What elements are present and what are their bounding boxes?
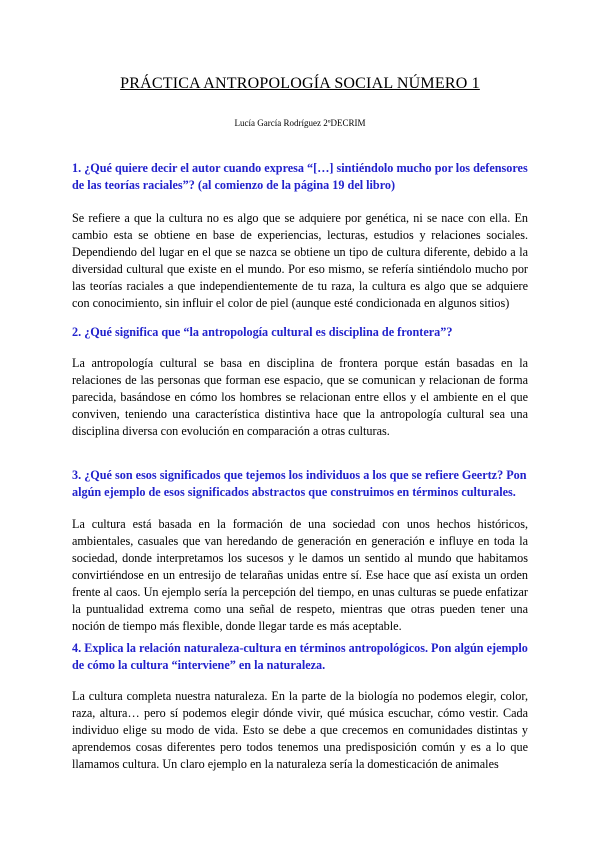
question-2: 2. ¿Qué significa que “la antropología cultural es disciplina de frontera”? bbox=[72, 325, 453, 339]
answer-3: La cultura está basada en la formación de una sociedad con unos hechos históricos, ambientales, casuales que van heredando de generación en generación e influye en toda la sociedad, donde interpretamos los sucesos y le damos un sentido al mundo que habitamos convirtiéndose en un entresijo de telarañas unidas entre sí. Ese hace que así exista un orden frente al caos. Un ejemplo sería la percepción del tiempo, en unas culturas se puede enfatizar la puntualidad extrema como una señal de respeto, mientras que otras pueden tener una noción de tiempo más flexible, donde llegar tarde es más aceptable. bbox=[72, 517, 528, 633]
author-line: Lucía García Rodríguez 2ºDECRIM bbox=[234, 118, 366, 128]
answer-4: La cultura completa nuestra naturaleza. En la parte de la biología no podemos elegir, color, raza, altura… pero sí podemos elegir dónde vivir, qué música escuchar, cómo vestir. Cada individuo elige su modo de vida. Esto se debe a que crecemos en comunidades distintas y aprendemos cosas diferentes pero todos tenemos una predisposición común y es a lo que llamamos cultura. Un claro ejemplo en la naturaleza sería la domesticación de animales bbox=[72, 689, 528, 771]
question-4: 4. Explica la relación naturaleza-cultura en términos antropológicos. Pon algún ejemplo de cómo la cultura “interviene” en la naturaleza. bbox=[72, 641, 528, 672]
page-title: PRÁCTICA ANTROPOLOGÍA SOCIAL NÚMERO 1 bbox=[120, 75, 480, 92]
answer-1: Se refiere a que la cultura no es algo que se adquiere por genética, ni se nace con ella. En cambio esta se obtiene en base de experiencias, lecturas, estudios y relaciones sociales. Dependiendo del lugar en el que se nazca se obtiene un tipo de cultura diferente, debido a la diversidad cultural que existe en el mundo. Por eso mismo, se refería sintiéndolo mucho por las teorías raciales a que independientemente de tu raza, la cultura es algo que se adquiere con conocimiento, sin influir el color de piel (aunque esté condicionada en algunos sitios) bbox=[72, 211, 528, 310]
answer-2: La antropología cultural se basa en disciplina de frontera porque están basadas en la relaciones de las personas que forman ese espacio, que se comunican y relacionan de forma parecida, basándose en cómo los hombres se relacionan entre ellos y el ambiente en el que conviven, teniendo una característica distintiva hace que la antropología cultural sea una disciplina diversa con evolución en comparación a otras culturas. bbox=[72, 356, 528, 438]
question-3: 3. ¿Qué son esos significados que tejemos los individuos a los que se refiere Geertz? Pon algún ejemplo de esos significados abstractos que construimos en términos culturales. bbox=[72, 468, 527, 499]
question-1: 1. ¿Qué quiere decir el autor cuando expresa “[…] sintiéndolo mucho por los defensores de las teorías raciales”? (al comienzo de la página 19 del libro) bbox=[72, 161, 528, 192]
